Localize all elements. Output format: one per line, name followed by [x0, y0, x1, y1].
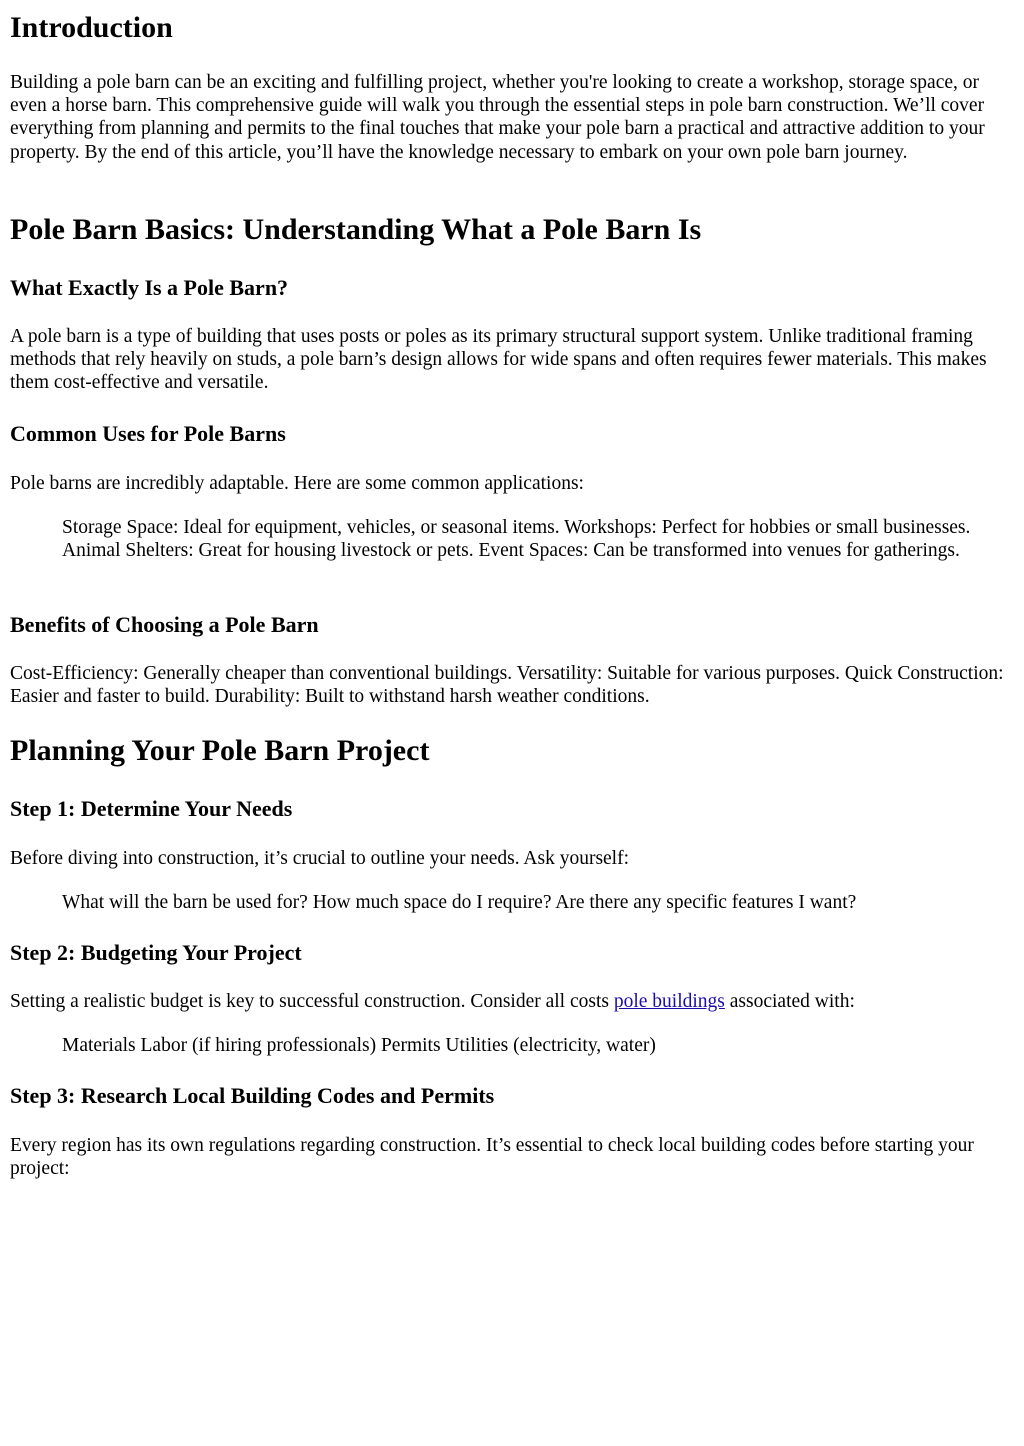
intro-paragraph: Building a pole barn can be an exciting and fulfilling project, whether you're looking to create a workshop, storage space, or even a horse barn. This comprehensive guide will walk you through the essential steps in pole barn construction. We’ll cover everything from planning and permits to the final touches that make your pole barn a practical and attractive addition to your property. By the end of this article, you’ll have the knowledge necessary to embark on your own pole barn journey. — [10, 72, 985, 163]
uses-paragraph: Pole barns are incredibly adaptable. Here are some common applications: — [10, 473, 584, 494]
planning-heading: Planning Your Pole Barn Project — [10, 734, 430, 767]
pole-buildings-link[interactable]: pole buildings — [613, 991, 725, 1012]
step2-text-before: Setting a realistic budget is key to successful construction. Consider all costs — [10, 991, 614, 1012]
step1-heading: Step 1: Determine Your Needs — [10, 796, 293, 821]
step2-list: Materials Labor (if hiring professionals) Permits Utilities (electricity, water) — [62, 1035, 656, 1056]
benefits-heading: Benefits of Choosing a Pole Barn — [10, 612, 319, 637]
step3-paragraph: Every region has its own regulations regarding construction. It’s essential to check local building codes before starting your project: — [10, 1135, 974, 1180]
step2-heading: Step 2: Budgeting Your Project — [10, 940, 302, 965]
uses-heading: Common Uses for Pole Barns — [10, 421, 286, 446]
step1-list: What will the barn be used for? How much space do I require? Are there any specific features I want? — [62, 892, 857, 913]
uses-list: Storage Space: Ideal for equipment, vehicles, or seasonal items. Workshops: Perfect for hobbies or small businesses. Animal Shelters: Great for housing livestock or pets. Event Spaces: Can be transformed into venues for gatherings. — [62, 517, 971, 562]
what-heading: What Exactly Is a Pole Barn? — [10, 275, 289, 300]
step3-heading: Step 3: Research Local Building Codes and Permits — [10, 1083, 495, 1108]
step2-paragraph — [10, 990, 1014, 1013]
what-paragraph: A pole barn is a type of building that uses posts or poles as its primary structural support system. Unlike traditional framing methods that rely heavily on studs, a pole barn’s design allows for wide spans and often requires fewer materials. This makes them cost-effective and versatile. — [10, 326, 987, 394]
intro-heading: Introduction — [10, 11, 173, 44]
basics-heading: Pole Barn Basics: Understanding What a Pole Barn Is — [10, 213, 702, 246]
step1-paragraph: Before diving into construction, it’s crucial to outline your needs. Ask yourself: — [10, 848, 630, 869]
benefits-paragraph: Cost-Efficiency: Generally cheaper than conventional buildings. Versatility: Suitable for various purposes. Quick Construction: Easier and faster to build. Durability: Built to withstand harsh weather conditions. — [10, 663, 1004, 708]
step2-text-after: associated with: — [724, 991, 855, 1012]
